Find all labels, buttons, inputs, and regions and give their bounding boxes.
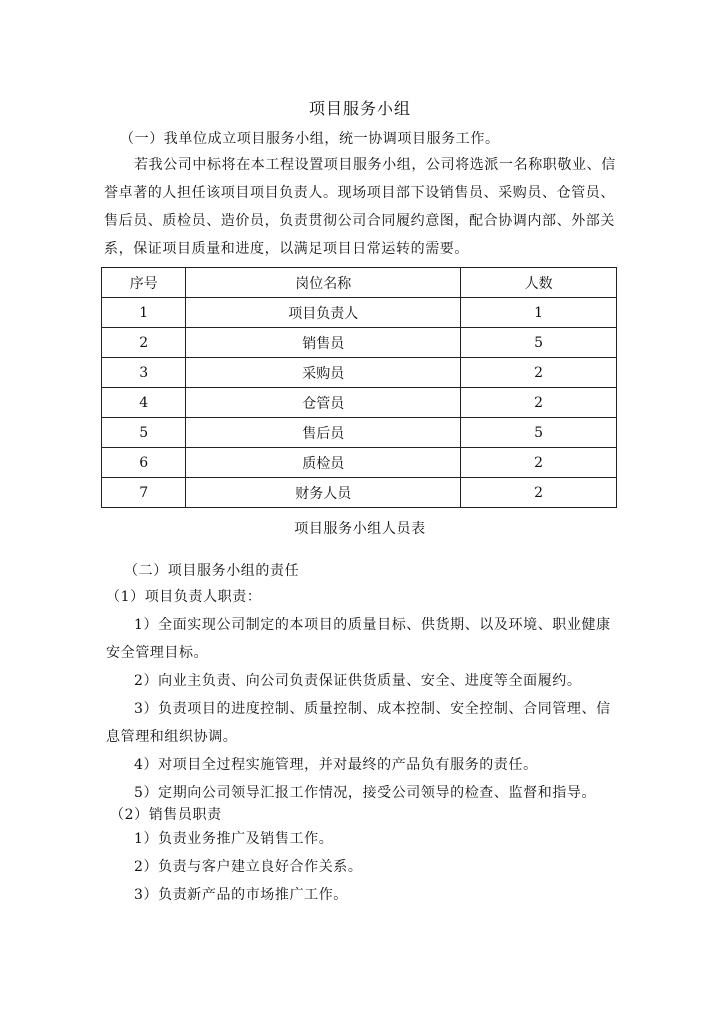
table-row <box>102 388 617 418</box>
table-cell-index: 3 <box>102 358 186 388</box>
column-header-position: 岗位名称 <box>186 268 461 298</box>
list-item: 息管理和组织协调。 <box>106 729 238 745</box>
table-cell-position: 销售员 <box>186 328 461 358</box>
paragraph-line: 售后员、质检员、造价员，负责贯彻公司合同履约意图，配合协调内部、外部关 <box>104 213 615 229</box>
list-item: 2）向业主负责、向公司负责保证供货质量、安全、进度等全面履约。 <box>134 673 582 689</box>
section1-heading: （一）我单位成立项目服务小组，统一协调项目服务工作。 <box>120 131 500 147</box>
table-row <box>102 418 617 448</box>
table-cell-position: 采购员 <box>186 358 461 388</box>
table-caption: 项目服务小组人员表 <box>294 521 426 537</box>
list-item: 3）负责新产品的市场推广工作。 <box>134 887 348 903</box>
list-item: 1）全面实现公司制定的本项目的质量目标、供货期、以及环境、职业健康 <box>134 617 611 633</box>
table-cell-count: 1 <box>461 298 617 328</box>
paragraph-line: 若我公司中标将在本工程设置项目服务小组，公司将选派一名称职敬业、信 <box>134 157 616 173</box>
list-item: 1）负责业务推广及销售工作。 <box>134 831 334 847</box>
list-item: 4）对项目全过程实施管理，并对最终的产品负有服务的责任。 <box>134 757 538 773</box>
list-item: 3）负责项目的进度控制、质量控制、成本控制、安全控制、合同管理、信 <box>134 701 611 717</box>
paragraph-line: 系，保证项目质量和进度，以满足项目日常运转的需要。 <box>104 241 469 257</box>
section2-heading: （二）项目服务小组的责任 <box>124 563 300 579</box>
table-cell-position: 财务人员 <box>186 478 461 508</box>
table-cell-count: 2 <box>461 448 617 478</box>
table-cell-count: 5 <box>461 328 617 358</box>
table-cell-index: 2 <box>102 328 186 358</box>
table-cell-position: 售后员 <box>186 418 461 448</box>
table-cell-index: 6 <box>102 448 186 478</box>
table-cell-index: 4 <box>102 388 186 418</box>
subsection-heading: （1）项目负责人职责： <box>106 589 262 605</box>
table-cell-count: 2 <box>461 388 617 418</box>
table-row <box>102 358 617 388</box>
list-item: 5）定期向公司领导汇报工作情况，接受公司领导的检查、监督和指导。 <box>134 785 597 801</box>
table-row <box>102 478 617 508</box>
table-cell-count: 5 <box>461 418 617 448</box>
table-cell-count: 2 <box>461 478 617 508</box>
table-cell-position: 项目负责人 <box>186 298 461 328</box>
table-row <box>102 298 617 328</box>
table-cell-position: 质检员 <box>186 448 461 478</box>
list-item: 2）负责与客户建立良好合作关系。 <box>134 859 363 875</box>
page-title: 项目服务小组 <box>308 99 411 118</box>
table-cell-position: 仓管员 <box>186 388 461 418</box>
staff-table <box>101 267 617 508</box>
paragraph-line: 誉卓著的人担任该项目项目负责人。现场项目部下设销售员、采购员、仓管员、 <box>104 185 615 201</box>
table-cell-count: 2 <box>461 358 617 388</box>
table-cell-index: 7 <box>102 478 186 508</box>
column-header-index: 序号 <box>102 268 186 298</box>
table-row <box>102 328 617 358</box>
list-item: 安全管理目标。 <box>106 645 209 661</box>
column-header-count: 人数 <box>461 268 617 298</box>
table-cell-index: 5 <box>102 418 186 448</box>
table-row <box>102 448 617 478</box>
subsection-heading: （2）销售员职责 <box>110 807 222 823</box>
table-cell-index: 1 <box>102 298 186 328</box>
table-header-row <box>102 268 617 298</box>
